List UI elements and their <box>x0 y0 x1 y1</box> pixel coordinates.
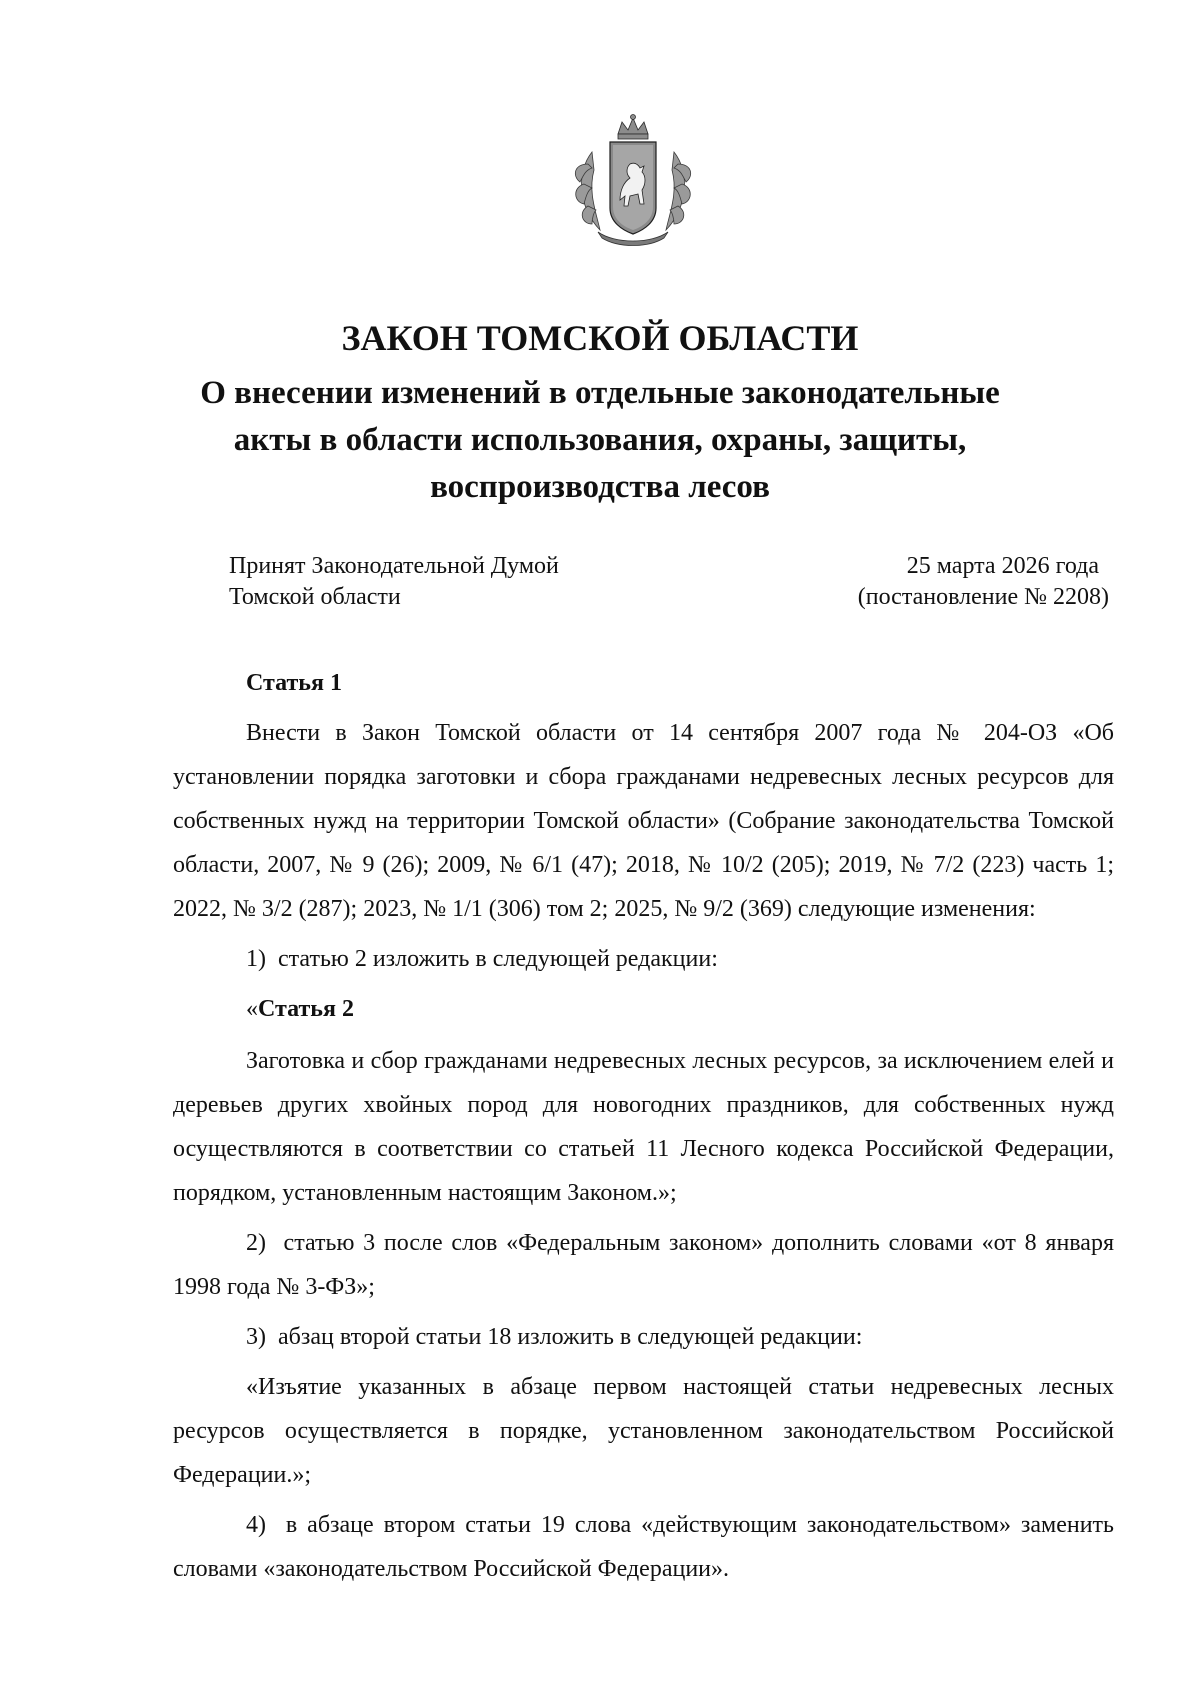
adopted-by-line: Томской области <box>229 584 401 610</box>
article-heading: Статья 1 <box>246 670 342 696</box>
list-item: 2) статью 3 после слов «Федеральным законом» дополнить словами «от 8 января 1998 года № 3-ФЗ»; <box>173 1230 1114 1300</box>
article-paragraph: «Изъятие указанных в абзаце первом настоящей статьи недревесных лесных ресурсов осуществляется в порядке, установленном законодательством Российской Федерации.»; <box>173 1374 1114 1488</box>
law-subtitle-line: акты в области использования, охраны, защиты, <box>233 422 967 458</box>
document-body <box>173 661 1114 1591</box>
list-item: 1) статью 2 изложить в следующей редакции: <box>246 946 718 972</box>
article-paragraph: Внести в Закон Томской области от 14 сентября 2007 года № 204-ОЗ «Об установлении порядка заготовки и сбора гражданами недревесных лесных ресурсов для собственных нужд на территории Томской области» (Собрание законодательства Томской области, 2007, № 9 (26); 2009, № 6/1 (47); 2018, № 10/2 (205); 2019, № 7/2 (223) часть 1; 2022, № 3/2 (287); 2023, № 1/1 (306) том 2; 2025, № 9/2 (369) следующие изменения: <box>173 720 1114 922</box>
coat-of-arms-icon <box>570 112 696 250</box>
quoted-article-heading <box>173 987 1114 1031</box>
quote-mark: « <box>246 996 258 1022</box>
quoted-article-title: Статья 2 <box>258 996 354 1022</box>
law-subtitle <box>0 370 1200 511</box>
law-title: ЗАКОН ТОМСКОЙ ОБЛАСТИ <box>341 318 859 358</box>
adopted-by-line: Принят Законодательной Думой <box>229 553 559 579</box>
law-subtitle-line: О внесении изменений в отдельные законодательные <box>200 375 1000 411</box>
adoption-date-block <box>858 551 1109 613</box>
resolution-number: (постановление № 2208) <box>857 584 1109 610</box>
adopted-by <box>229 551 559 613</box>
law-subtitle-line: воспроизводства лесов <box>430 469 770 505</box>
list-item: 3) абзац второй статьи 18 изложить в следующей редакции: <box>246 1324 863 1350</box>
list-item: 4) в абзаце втором статьи 19 слова «действующим законодательством» заменить словами «законодательством Российской Федерации». <box>173 1512 1114 1582</box>
adoption-date: 25 марта 2026 года <box>906 553 1099 579</box>
article-paragraph: Заготовка и сбор гражданами недревесных лесных ресурсов, за исключением елей и деревьев других хвойных пород для новогодних праздников, для собственных нужд осуществляются в соответствии со статьей 11 Лесного кодекса Российской Федерации, порядком, установленным настоящим Законом.»; <box>173 1048 1114 1206</box>
